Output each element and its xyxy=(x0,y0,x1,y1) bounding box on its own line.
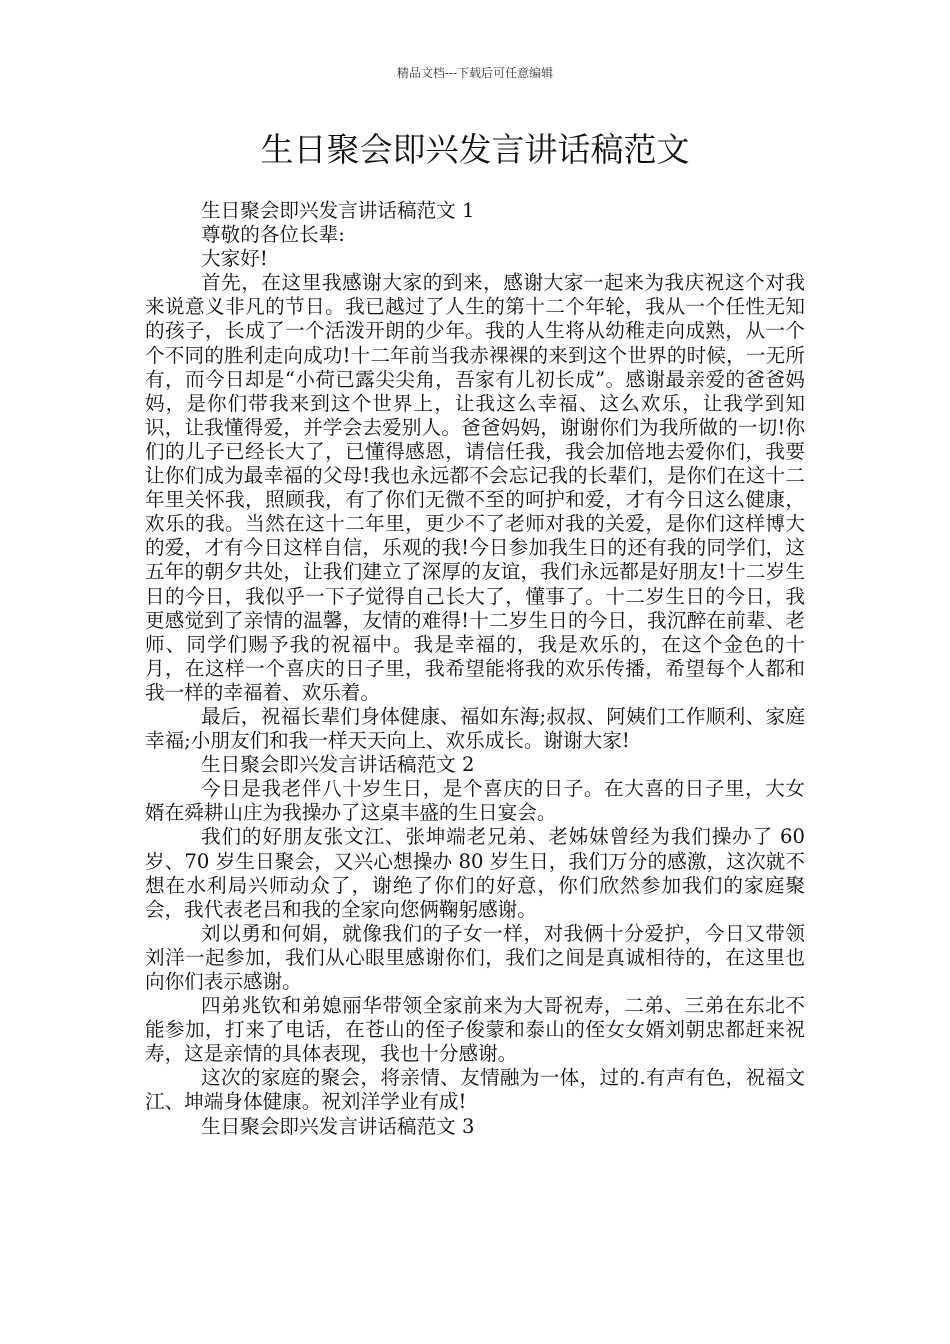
document-title: 生日聚会即兴发言讲话稿范文 xyxy=(260,130,690,169)
paragraph: 今日是我老伴八十岁生日，是个喜庆的日子。在大喜的日子里，大女婿在舜耕山庄为我操办了这桌丰盛的生日宴会。 xyxy=(145,777,805,825)
greeting: 大家好! xyxy=(201,247,268,271)
section-heading-3: 生日聚会即兴发言讲话稿范文 3 xyxy=(201,1114,475,1138)
page-header: 精品文档---下载后可任意编辑 xyxy=(396,66,554,80)
paragraph: 首先，在这里我感谢大家的到来，感谢大家一起来为我庆祝这个对我来说意义非凡的节日。我已越过了人生的第十二个年轮，我从一个任性无知的孩子，长成了一个活泼开朗的少年。我的人生将从幼稚走向成熟，从一个个不同的胜利走向成功!十二年前当我赤裸裸的来到这个世界的时候，一无所有，而今日却是“小荷已露尖尖角，吾家有儿初长成”。感谢最亲爱的爸爸妈妈，是你们带我来到这个世界上，让我这么幸福、这么欢乐，让我学到知识，让我懂得爱，并学会去爱别人。爸爸妈妈，谢谢你们为我所做的一切!你们的儿子已经长大了，已懂得感恩，请信任我，我会加倍地去爱你们，我要让你们成为最幸福的父母!我也永远都不会忘记我的长辈们，是你们在这十二年里关怀我，照顾我，有了你们无微不至的呵护和爱，才有今日这么健康，欢乐的我。当然在这十二年里，更少不了老师对我的关爱，是你们这样博大的爱，才有今日这样自信，乐观的我!今日参加我生日的还有我的同学们，这五年的朝夕共处，让我们建立了深厚的友谊，我们永远都是好朋友!十二岁生日的今日，我似乎一下子觉得自己长大了，懂事了。十二岁生日的今日，我更感觉到了亲情的温馨，友情的难得!十二岁生日的今日，我沉醉在前辈、老师、同学们赐予我的祝福中。我是幸福的，我是欢乐的，在这个金色的十月，在这样一个喜庆的日子里，我希望能将我的欢乐传播，希望每个人都和我一样的幸福着、欢乐着。 xyxy=(145,271,805,704)
salutation: 尊敬的各位长辈: xyxy=(201,223,345,247)
paragraph: 这次的家庭的聚会，将亲情、友情融为一体，过的.有声有色，祝福文江、坤端身体健康。祝刘洋学业有成! xyxy=(145,1066,805,1114)
section-heading-2: 生日聚会即兴发言讲话稿范文 2 xyxy=(201,753,475,777)
paragraph: 我们的好朋友张文江、张坤端老兄弟、老姊妹曾经为我们操办了 60 岁、70 岁生日聚会，又兴心想操办 80 岁生日，我们万分的感激，这次就不想在水利局兴师动众了，谢绝了你们的好意，你们欣然参加我们的家庭聚会，我代表老吕和我的全家向您俩鞠躬感谢。 xyxy=(145,825,805,921)
paragraph: 最后，祝福长辈们身体健康、福如东海;叔叔、阿姨们工作顺利、家庭幸福;小朋友们和我一样天天向上、欢乐成长。谢谢大家! xyxy=(145,704,805,753)
paragraph: 刘以勇和何娟，就像我们的子女一样，对我俩十分爱护，今日又带领刘洋一起参加，我们从心眼里感谢你们，我们之间是真诚相待的，在这里也向你们表示感谢。 xyxy=(145,921,805,993)
section-heading-1: 生日聚会即兴发言讲话稿范文 1 xyxy=(201,199,475,222)
document-body xyxy=(145,199,805,1139)
paragraph: 四弟兆钦和弟媳丽华带领全家前来为大哥祝寿，二弟、三弟在东北不能参加，打来了电话，在苍山的侄子俊蒙和泰山的侄女女婿刘朝忠都赶来祝寿，这是亲情的具体表现，我也十分感谢。 xyxy=(145,994,805,1066)
